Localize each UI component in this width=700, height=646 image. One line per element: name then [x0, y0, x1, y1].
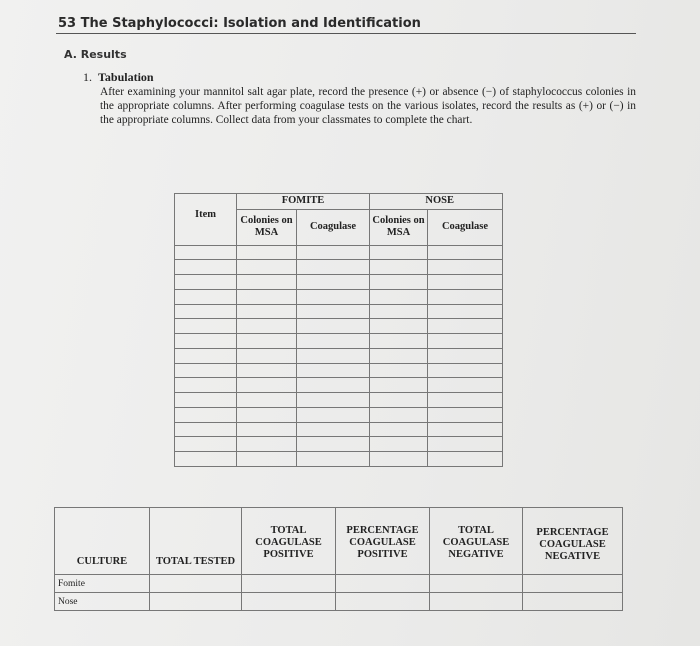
isolate-table-cell[interactable]	[297, 407, 370, 422]
isolate-table-cell[interactable]	[370, 334, 428, 349]
summary-cell[interactable]	[336, 593, 430, 611]
summary-header-total-positive: TOTAL COAGULASE POSITIVE	[242, 508, 336, 575]
isolate-table-cell[interactable]	[428, 275, 503, 290]
isolate-table-cell[interactable]	[175, 260, 237, 275]
summary-cell[interactable]	[336, 575, 430, 593]
isolate-table-row	[175, 363, 503, 378]
item-header-spacer	[175, 194, 237, 210]
title-rule	[56, 33, 636, 34]
isolate-table-cell[interactable]	[297, 378, 370, 393]
isolate-table-cell[interactable]	[370, 319, 428, 334]
isolate-table-row	[175, 304, 503, 319]
isolate-table-cell[interactable]	[297, 437, 370, 452]
isolate-table-cell[interactable]	[237, 260, 297, 275]
isolate-table-cell[interactable]	[297, 304, 370, 319]
isolate-table-cell[interactable]	[428, 348, 503, 363]
section-label: A. Results	[64, 48, 127, 61]
isolate-table-row	[175, 275, 503, 290]
summary-row-label-nose: Nose	[55, 593, 150, 611]
isolate-table-cell[interactable]	[428, 393, 503, 408]
isolate-table-cell[interactable]	[175, 452, 237, 467]
isolate-table-cell[interactable]	[297, 245, 370, 260]
group-header-fomite: FOMITE	[237, 194, 370, 210]
isolate-table-cell[interactable]	[370, 245, 428, 260]
isolate-table-cell[interactable]	[297, 393, 370, 408]
isolate-table-cell[interactable]	[428, 437, 503, 452]
isolate-table-cell[interactable]	[175, 393, 237, 408]
tabulation-title: Tabulation	[98, 70, 154, 84]
isolate-table-row	[175, 319, 503, 334]
isolate-table-cell[interactable]	[370, 407, 428, 422]
isolate-table-cell[interactable]	[175, 319, 237, 334]
isolate-table-cell[interactable]	[297, 334, 370, 349]
isolate-table-cell[interactable]	[237, 378, 297, 393]
isolate-table-cell[interactable]	[175, 437, 237, 452]
tabulation-heading	[83, 70, 154, 85]
isolate-table-cell[interactable]	[428, 422, 503, 437]
summary-cell[interactable]	[430, 575, 523, 593]
isolate-table-cell[interactable]	[237, 289, 297, 304]
isolate-table-cell[interactable]	[297, 289, 370, 304]
isolate-table-body	[175, 245, 503, 466]
col-header-nose-coagulase: Coagulase	[428, 209, 503, 245]
isolate-table-cell[interactable]	[175, 378, 237, 393]
isolate-table-cell[interactable]	[237, 275, 297, 290]
isolate-table-cell[interactable]	[370, 275, 428, 290]
isolate-table-cell[interactable]	[237, 393, 297, 408]
isolate-table-cell[interactable]	[297, 452, 370, 467]
isolate-table-cell[interactable]	[370, 289, 428, 304]
isolate-table-cell[interactable]	[297, 260, 370, 275]
isolate-table-cell[interactable]	[428, 407, 503, 422]
isolate-table-row	[175, 393, 503, 408]
col-header-fomite-coagulase: Coagulase	[297, 209, 370, 245]
chapter-title: 53 The Staphylococci: Isolation and Identification	[58, 16, 421, 31]
summary-cell[interactable]	[242, 575, 336, 593]
col-header-item: Item	[175, 209, 237, 245]
isolate-table-cell[interactable]	[237, 452, 297, 467]
isolate-table-cell[interactable]	[297, 275, 370, 290]
summary-cell[interactable]	[523, 575, 623, 593]
isolate-table-cell[interactable]	[370, 437, 428, 452]
isolate-table-cell[interactable]	[175, 304, 237, 319]
isolate-table-cell[interactable]	[237, 363, 297, 378]
isolate-table-row	[175, 289, 503, 304]
isolate-table-row	[175, 407, 503, 422]
isolate-table-cell[interactable]	[237, 348, 297, 363]
summary-cell[interactable]	[150, 593, 242, 611]
isolate-table-cell[interactable]	[175, 422, 237, 437]
isolate-table-cell[interactable]	[175, 407, 237, 422]
isolate-table-row	[175, 378, 503, 393]
isolate-table-cell[interactable]	[370, 348, 428, 363]
isolate-table-row	[175, 422, 503, 437]
isolate-table-cell[interactable]	[297, 348, 370, 363]
isolate-table-cell[interactable]	[370, 393, 428, 408]
isolate-table-cell[interactable]	[237, 407, 297, 422]
isolate-table-cell[interactable]	[175, 363, 237, 378]
summary-cell[interactable]	[430, 593, 523, 611]
tabulation-number: 1.	[83, 70, 92, 84]
isolate-table-cell[interactable]	[428, 378, 503, 393]
isolate-table-cell[interactable]	[175, 275, 237, 290]
summary-header-percent-negative: PERCENTAGE COAGULASE NEGATIVE	[523, 508, 623, 575]
summary-row-label-fomite: Fomite	[55, 575, 150, 593]
summary-cell[interactable]	[242, 593, 336, 611]
col-header-fomite-colonies: Colonies on MSA	[237, 209, 297, 245]
isolate-table-cell[interactable]	[237, 304, 297, 319]
isolate-table-cell[interactable]	[237, 319, 297, 334]
isolate-table-cell[interactable]	[428, 334, 503, 349]
isolate-table-cell[interactable]	[175, 334, 237, 349]
isolate-table-row	[175, 452, 503, 467]
isolate-table-cell[interactable]	[297, 319, 370, 334]
isolate-table-cell[interactable]	[370, 452, 428, 467]
col-header-nose-colonies: Colonies on MSA	[370, 209, 428, 245]
summary-header-percent-positive: PERCENTAGE COAGULASE POSITIVE	[336, 508, 430, 575]
isolate-table-cell[interactable]	[175, 245, 237, 260]
isolate-table-cell[interactable]	[175, 289, 237, 304]
isolate-table-cell[interactable]	[428, 363, 503, 378]
isolate-table-cell[interactable]	[297, 422, 370, 437]
group-header-nose: NOSE	[370, 194, 503, 210]
isolate-table-cell[interactable]	[237, 422, 297, 437]
isolate-table-cell[interactable]	[370, 363, 428, 378]
isolate-table-cell[interactable]	[370, 422, 428, 437]
summary-cell[interactable]	[150, 575, 242, 593]
isolate-table-cell[interactable]	[237, 437, 297, 452]
isolate-table-row	[175, 260, 503, 275]
summary-header-total-negative: TOTAL COAGULASE NEGATIVE	[430, 508, 523, 575]
isolate-table-cell[interactable]	[428, 304, 503, 319]
summary-header-total-tested: TOTAL TESTED	[150, 508, 242, 575]
isolate-table-cell[interactable]	[428, 452, 503, 467]
isolate-table-cell[interactable]	[237, 245, 297, 260]
isolate-table-cell[interactable]	[428, 289, 503, 304]
isolate-table	[174, 193, 503, 467]
tabulation-instructions: After examining your mannitol salt agar plate, record the presence (+) or absence (−) of staphylococcus colonies in the appropriate columns. After performing coagulase tests on the various isolates, record the results as (+) or (−) in the appropriate columns. Collect data from your classmates to complete the chart.	[100, 86, 636, 126]
isolate-table-cell[interactable]	[428, 245, 503, 260]
isolate-table-cell[interactable]	[370, 304, 428, 319]
isolate-table-row	[175, 334, 503, 349]
isolate-table-row	[175, 245, 503, 260]
isolate-table-row	[175, 348, 503, 363]
isolate-table-cell[interactable]	[175, 348, 237, 363]
isolate-table-cell[interactable]	[370, 378, 428, 393]
isolate-table-cell[interactable]	[370, 260, 428, 275]
isolate-table-cell[interactable]	[428, 260, 503, 275]
isolate-table-cell[interactable]	[428, 319, 503, 334]
isolate-table-cell[interactable]	[297, 363, 370, 378]
isolate-table-cell[interactable]	[237, 334, 297, 349]
summary-header-culture: CULTURE	[55, 508, 150, 575]
summary-table	[54, 507, 623, 611]
isolate-table-row	[175, 437, 503, 452]
summary-cell[interactable]	[523, 593, 623, 611]
